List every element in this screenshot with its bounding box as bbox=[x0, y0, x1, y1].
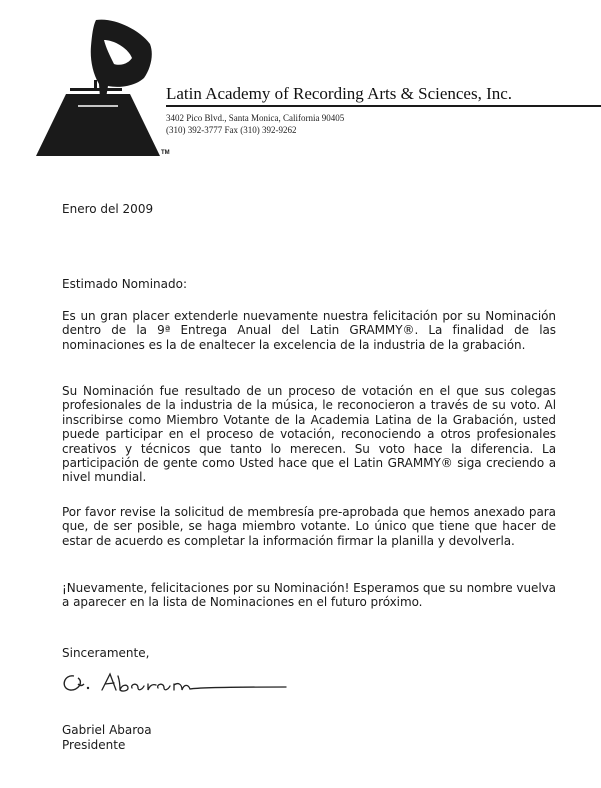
phone-fax-line: (310) 392-3777 Fax (310) 392-9262 bbox=[166, 125, 297, 135]
gramophone-icon bbox=[36, 18, 160, 160]
signer-title: Presidente bbox=[62, 738, 126, 752]
body-paragraph: ¡Nuevamente, felicitaciones por su Nominación! Esperamos que su nombre vuelva a aparecer en la lista de Nominaciones en el futuro próximo. bbox=[62, 581, 556, 610]
address-line: 3402 Pico Blvd., Santa Monica, California 90405 bbox=[166, 113, 345, 123]
letter-date: Enero del 2009 bbox=[62, 202, 154, 216]
letter-greeting: Estimado Nominado: bbox=[62, 277, 187, 291]
letterhead-address bbox=[166, 112, 344, 136]
trademark-mark: TM bbox=[161, 150, 170, 156]
body-paragraph: Es un gran placer extenderle nuevamente nuestra felicitación por su Nominación dentro de la 9ª Entrega Anual del Latin GRAMMY®. La finalidad de las nominaciones es la de enaltecer la excelencia de la industria de la grabación. bbox=[62, 309, 556, 352]
organization-name: Latin Academy of Recording Arts & Sciences, Inc. bbox=[166, 84, 513, 103]
signer-name: Gabriel Abaroa bbox=[62, 723, 152, 737]
body-paragraph: Su Nominación fue resultado de un proceso de votación en el que sus colegas profesionales de la industria de la música, le reconocieron a través de su voto. Al inscribirse como Miembro Votante de la Academia Latina de la Grabación, usted puede participar en el proceso de votación, reconociendo a otros profesionales creativos y técnicos que tanto lo merecen. Su voto hace la diferencia. La participación de gente como Usted hace que el Latin GRAMMY® siga creciendo a nivel mundial. bbox=[62, 384, 556, 485]
letterhead-rule bbox=[166, 105, 601, 107]
letter-closing: Sinceramente, bbox=[62, 646, 150, 660]
handwritten-signature bbox=[58, 666, 288, 698]
body-paragraph: Por favor revise la solicitud de membresía pre-aprobada que hemos anexado para que, de ser posible, se haga miembro votante. Lo único que tiene que hacer de estar de acuerdo es completar la información firmar la planilla y devolverla. bbox=[62, 505, 556, 548]
